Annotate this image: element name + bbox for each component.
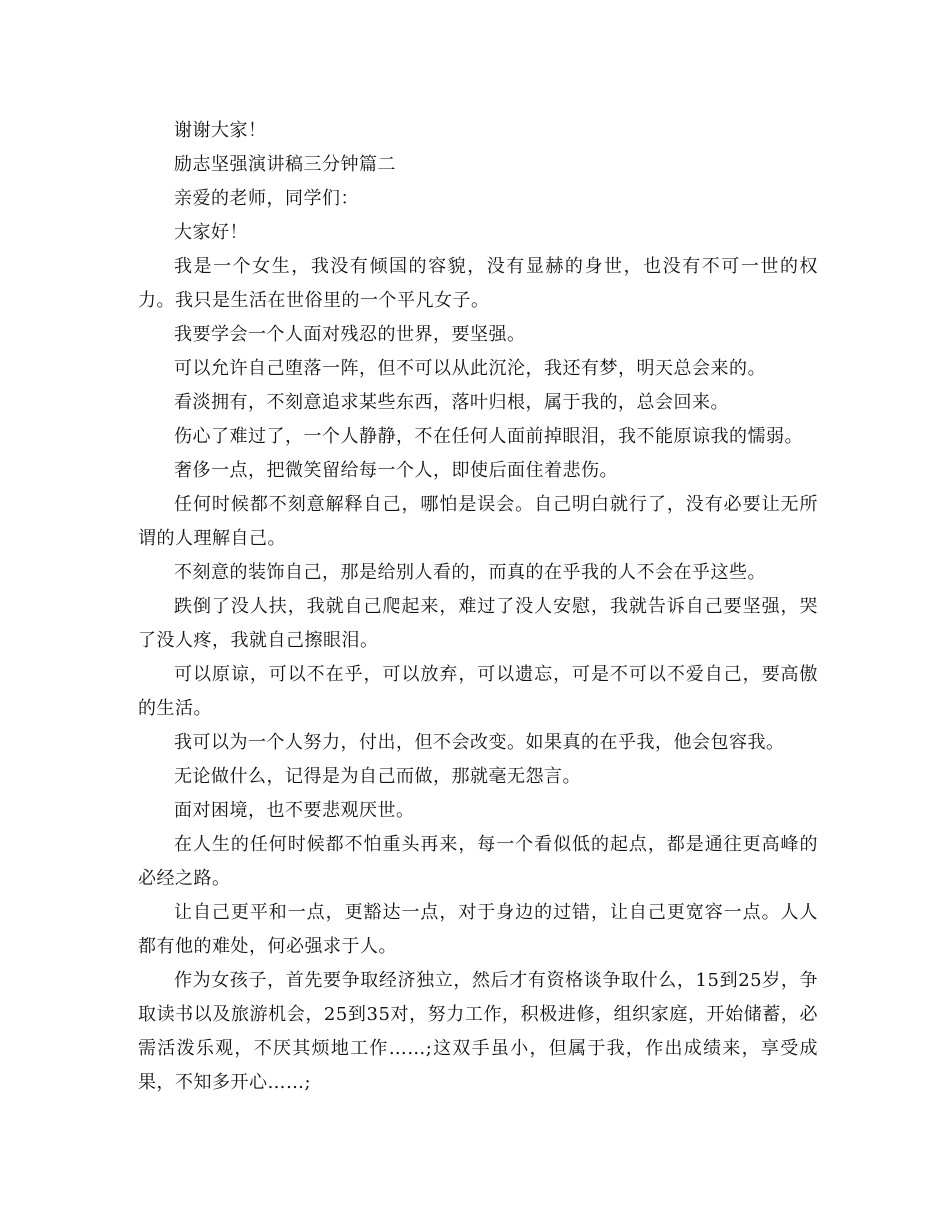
paragraph: 跌倒了没人扶，我就自己爬起来，难过了没人安慰，我就告诉自己要坚强，哭了没人疼，我就自己擦眼泪。 [138, 596, 818, 651]
paragraph: 我是一个女生，我没有倾国的容貌，没有显赫的身世，也没有不可一世的权力。我只是生活在世俗里的一个平凡女子。 [138, 256, 818, 311]
paragraph-greeting: 大家好！ [174, 222, 248, 243]
section-heading: 励志坚强演讲稿三分钟篇二 [174, 154, 396, 175]
paragraph: 作为女孩子，首先要争取经济独立，然后才有资格谈争取什么，15到25岁，争取读书以及旅游机会，25到35对，努力工作，积极进修，组织家庭，开始储蓄，必需活泼乐观，不厌其烦地工作……;这双手虽小，但属于我，作出成绩来，享受成果，不知多开心……; [138, 970, 818, 1093]
paragraph: 奢侈一点，把微笑留给每一个人，即使后面住着悲伤。 [174, 460, 618, 481]
paragraph: 我要学会一个人面对残忍的世界，要坚强。 [174, 324, 526, 345]
paragraph: 任何时候都不刻意解释自己，哪怕是误会。自己明白就行了，没有必要让无所谓的人理解自己。 [138, 494, 818, 549]
paragraph: 让自己更平和一点，更豁达一点，对于身边的过错，让自己更宽容一点。人人都有他的难处，何必强求于人。 [138, 902, 818, 957]
paragraph: 可以允许自己堕落一阵，但不可以从此沉沦，我还有梦，明天总会来的。 [174, 358, 766, 379]
document-body [138, 114, 818, 1100]
paragraph: 伤心了难过了，一个人静静，不在任何人面前掉眼泪，我不能原谅我的懦弱。 [174, 426, 803, 447]
paragraph: 面对困境，也不要悲观厌世。 [174, 800, 415, 821]
paragraph-salutation: 亲爱的老师，同学们： [174, 188, 359, 209]
paragraph: 在人生的任何时候都不怕重头再来，每一个看似低的起点，都是通往更高峰的必经之路。 [138, 834, 818, 889]
paragraph: 不刻意的装饰自己，那是给别人看的，而真的在乎我的人不会在乎这些。 [174, 562, 766, 583]
paragraph: 我可以为一个人努力，付出，但不会改变。如果真的在乎我，他会包容我。 [174, 732, 785, 753]
paragraph: 无论做什么，记得是为自己而做，那就毫无怨言。 [174, 766, 581, 787]
paragraph: 看淡拥有，不刻意追求某些东西，落叶归根，属于我的，总会回来。 [174, 392, 729, 413]
paragraph: 可以原谅，可以不在乎，可以放弃，可以遗忘，可是不可以不爱自己，要高傲的生活。 [138, 664, 818, 719]
paragraph-thanks: 谢谢大家！ [174, 120, 267, 141]
